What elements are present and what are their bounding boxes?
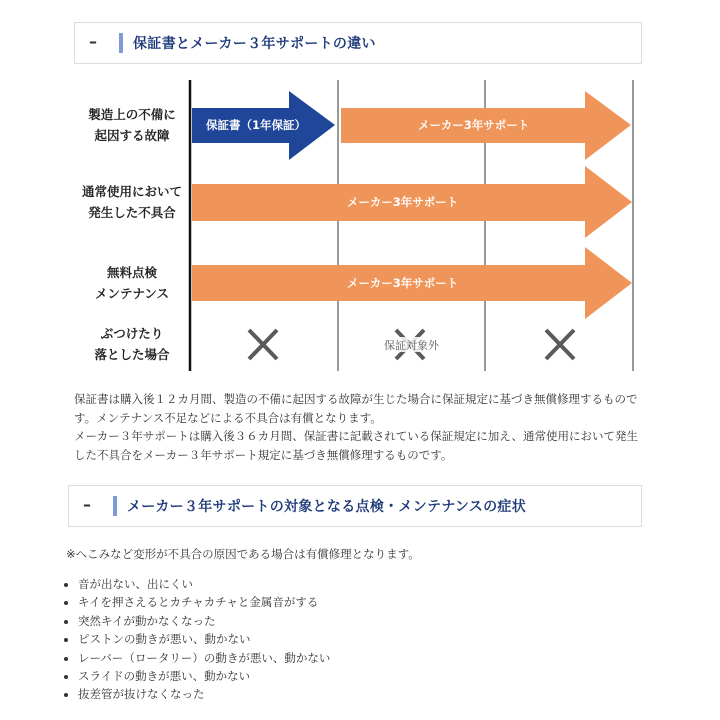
support-arrow-label-row1: メーカー3年サポート — [418, 118, 530, 132]
section-title: 保証書とメーカー３年サポートの違い — [133, 36, 376, 52]
list-item: • スライドの動きが悪い、動かない — [78, 667, 330, 685]
list-item: • 抜差管が抜けなくなった — [78, 685, 330, 703]
list-item: • 音が出ない、出にくい — [78, 575, 330, 593]
note-text: ※へこみなど変形が不具合の原因である場合は有償修理となります。 — [66, 547, 420, 561]
description-paragraph: 保証書は購入後１２カ月間、製造の不備に起因する故障が生じた場合に保証規定に基づき無償修理するもので す。メンテナンス不足などによる不具合は有償となります。 メーカー３年サポートは購入後３６カ月間、保証書に記載されている保証規定に加え、通常使用において発生 した不具合をメーカー３年サポート規定に基づき無償修理するものです。 — [74, 392, 638, 462]
support-arrow-label-row3: メーカー3年サポート — [347, 276, 459, 290]
list-item: • ピストンの動きが悪い、動かない — [78, 630, 330, 648]
warranty-arrow-label: 保証書（1年保証） — [206, 118, 307, 132]
not-covered-label: 保証対象外 — [384, 339, 439, 352]
row-label-normal-use: 通常使用において 発生した不具合 — [81, 184, 182, 220]
section-header-maintenance-symptoms[interactable] — [68, 485, 642, 527]
accent-bar — [113, 496, 117, 516]
collapse-icon[interactable]: – — [89, 32, 97, 51]
section-title: メーカー３年サポートの対象となる点検・メンテナンスの症状 — [127, 499, 526, 515]
support-arrow-label-row2: メーカー3年サポート — [347, 195, 459, 209]
row-label-accidental-damage: ぶつけたり 落とした場合 — [94, 326, 170, 362]
row-label-maintenance: 無料点検 メンテナンス — [94, 265, 169, 301]
collapse-icon[interactable]: – — [83, 495, 91, 514]
x-mark-icon — [249, 330, 277, 359]
x-mark-icon — [546, 330, 574, 359]
row-label-manufacturing-defect: 製造上の不備に 起因する故障 — [88, 107, 176, 143]
symptoms-list — [62, 575, 330, 704]
list-item: • 突然キイが動かなくなった — [78, 612, 330, 630]
list-item: • キイを押さえるとカチャカチャと金属音がする — [78, 593, 330, 611]
list-item: • レーバー（ロータリー）の動きが悪い、動かない — [78, 649, 330, 667]
